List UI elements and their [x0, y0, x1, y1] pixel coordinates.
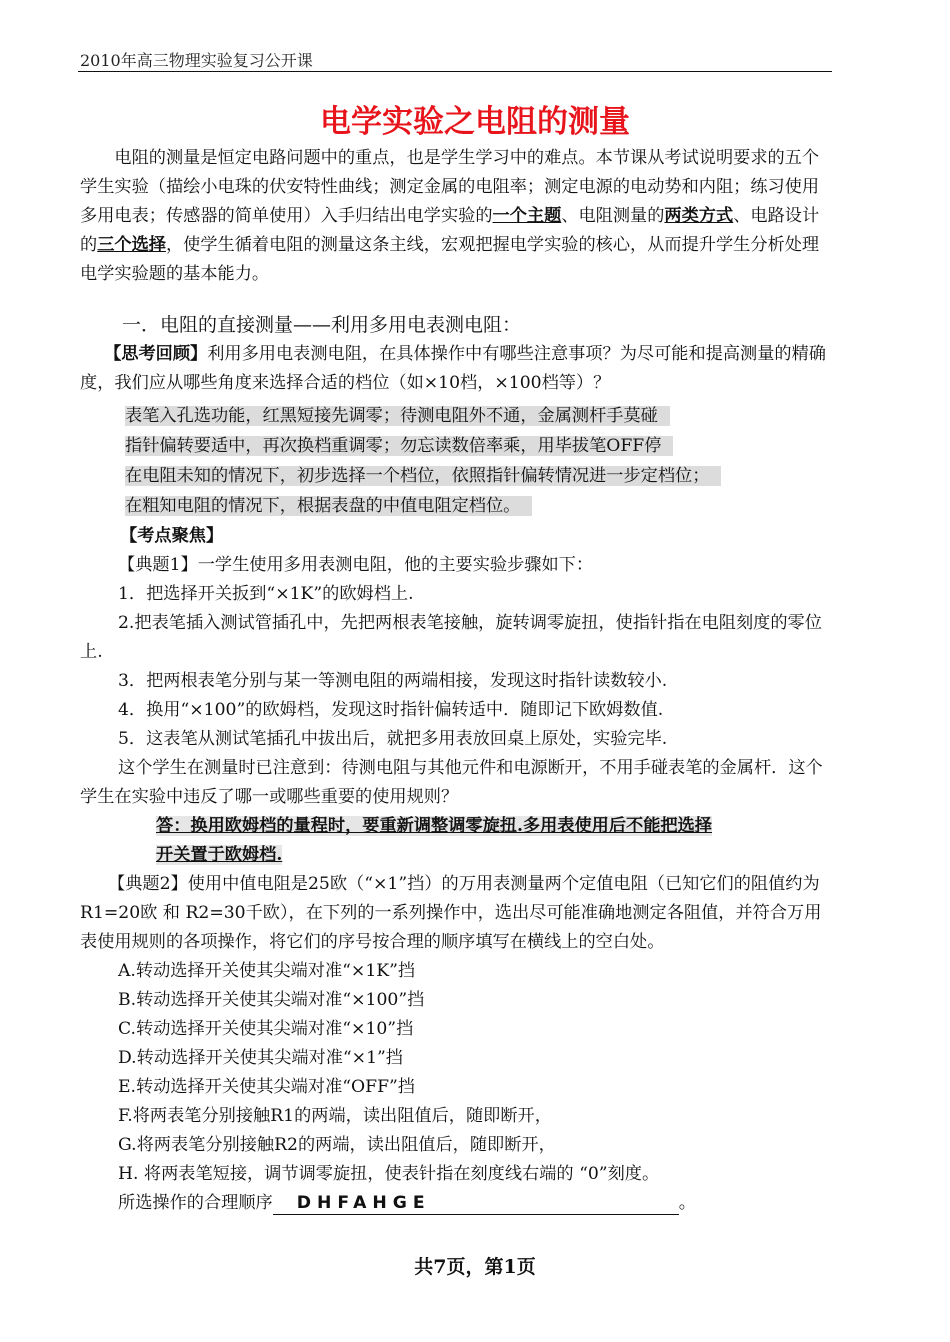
review-answers	[80, 402, 834, 521]
ex1-tag: 【典题1】	[118, 555, 198, 575]
ex1-step: 4．换用“×100”的欧姆档，发现这时指针偏转适中．随即记下欧姆数值.	[118, 700, 664, 720]
ex1-intro	[80, 551, 834, 580]
review-tag: 【思考回顾】	[104, 344, 208, 364]
page-footer: 共7页，第1页	[414, 1256, 536, 1278]
ex2-option: B.转动选择开关使其尖端对准“×100”挡	[118, 990, 425, 1010]
intro-text-3: 、电路设计的	[80, 206, 820, 255]
ex2-option: F.将两表笔分别接触R1的两端，读出阻值后，随即断开，	[118, 1106, 552, 1126]
ex2-paragraph	[80, 870, 834, 957]
ex2-option: G.将两表笔分别接触R2的两端，读出阻值后，随即断开，	[118, 1135, 556, 1155]
ex2-option: C.转动选择开关使其尖端对准“×10”挡	[118, 1019, 414, 1039]
ex1-answer-line	[80, 841, 834, 870]
review-answer-text: 在粗知电阻的情况下，根据表盘的中值电阻定档位。	[125, 496, 532, 516]
intro-paragraph	[80, 144, 834, 289]
review-answer-line	[125, 402, 834, 431]
ex1-intro-text: 一学生使用多用表测电阻，他的主要实验步骤如下：	[197, 555, 594, 575]
ex2-tag: 【典题2】	[108, 874, 188, 894]
intro-keyword-2: 两类方式	[664, 206, 734, 226]
ex2-option: D.转动选择开关使其尖端对准“×1”挡	[118, 1048, 403, 1068]
ex1-step: 5．这表笔从测试笔插孔中拔出后，就把多用表放回桌上原处，实验完毕.	[118, 729, 668, 749]
ex2-order-label: 所选操作的合理顺序	[118, 1193, 273, 1213]
document-body	[80, 144, 834, 1218]
document-title: 电学实验之电阻的测量	[320, 104, 630, 140]
section-heading-1: 一．电阻的直接测量——利用多用电表测电阻：	[122, 314, 522, 336]
review-answer-line	[125, 432, 834, 461]
review-answer-text: 指针偏转要适中，再次换档重调零；勿忘读数倍率乘，用毕拔笔OFF停	[125, 436, 673, 456]
ex1-answer-line	[80, 812, 834, 841]
ex2-option: E.转动选择开关使其尖端对准“OFF”挡	[118, 1077, 415, 1097]
ex1-answer-text: 答：换用欧姆档的量程时，要重新调整调零旋扭.多用表使用后不能把选择	[156, 816, 712, 836]
review-answer-line	[125, 492, 834, 521]
ex1-step: 2.把表笔插入测试管插孔中，先把两根表笔接触，旋转调零旋扭，使指针指在电阻刻度的零位上.	[80, 613, 822, 662]
intro-keyword-3: 三个选择	[97, 235, 166, 255]
ex2-order-answer: DHFAHGE	[273, 1192, 679, 1215]
page-header: 2010年高三物理实验复习公开课	[80, 51, 313, 70]
ex2-order-end: 。	[678, 1193, 696, 1213]
review-answer-text: 表笔入孔选功能，红黑短接先调零；待测电阻外不通，金属测杆手莫碰	[125, 406, 670, 426]
ex1-step: 3．把两根表笔分别与某一等测电阻的两端相接，发现这时指针读数较小.	[118, 671, 668, 691]
intro-text-1: 电阻的测量是恒定电路问题中的重点，也是学生学习中的难点。本节课从考试说明要求的五个学生实验（描绘小电珠的伏安特性曲线；测定金属的电阻率；测定电源的电动势和内阻；练习使用多用电表；传感器的简单使用）入手归结出电学实验的	[80, 148, 820, 226]
ex1-answer-text: 开关置于欧姆档.	[156, 845, 283, 865]
intro-keyword-1: 一个主题	[492, 206, 562, 226]
ex1-question: 这个学生在测量时已注意到：待测电阻与其他元件和电源断开，不用手碰表笔的金属杆．这个学生在实验中违反了哪一或哪些重要的使用规则？	[80, 758, 823, 807]
review-paragraph	[80, 340, 834, 398]
ex2-order-line	[80, 1189, 834, 1218]
intro-text-2: 、电阻测量的	[561, 206, 665, 226]
header-rule	[78, 71, 832, 72]
ex1-step: 1．把选择开关扳到“×1K”的欧姆档上.	[118, 584, 414, 604]
focus-tag: 【考点聚焦】	[120, 526, 224, 546]
review-text: 利用多用电表测电阻，在具体操作中有哪些注意事项？为尽可能和提高测量的精确度，我们应从哪些角度来选择合适的档位（如×10档，×100档等）？	[80, 344, 826, 393]
ex2-text: 使用中值电阻是25欧（“×1”挡）的万用表测量两个定值电阻（已知它们的阻值约为 R1=20欧 和 R2=30千欧），在下列的一系列操作中，选出尽可能准确地测定各阻值，并符合万用表使用规则的各项操作，将它们的序号按合理的顺序填写在横线上的空白处。	[80, 874, 822, 952]
ex2-option: H. 将两表笔短接，调节调零旋扭，使表针指在刻度线右端的 “0”刻度。	[118, 1164, 660, 1184]
intro-text-4: ，使学生循着电阻的测量这条主线，宏观把握电学实验的核心，从而提升学生分析处理电学实验题的基本能力。	[80, 235, 820, 284]
review-answer-text: 在电阻未知的情况下，初步选择一个档位，依照指针偏转情况进一步定档位；	[125, 466, 721, 486]
ex2-option: A.转动选择开关使其尖端对准“×1K”挡	[118, 961, 416, 981]
review-answer-line	[125, 462, 834, 491]
